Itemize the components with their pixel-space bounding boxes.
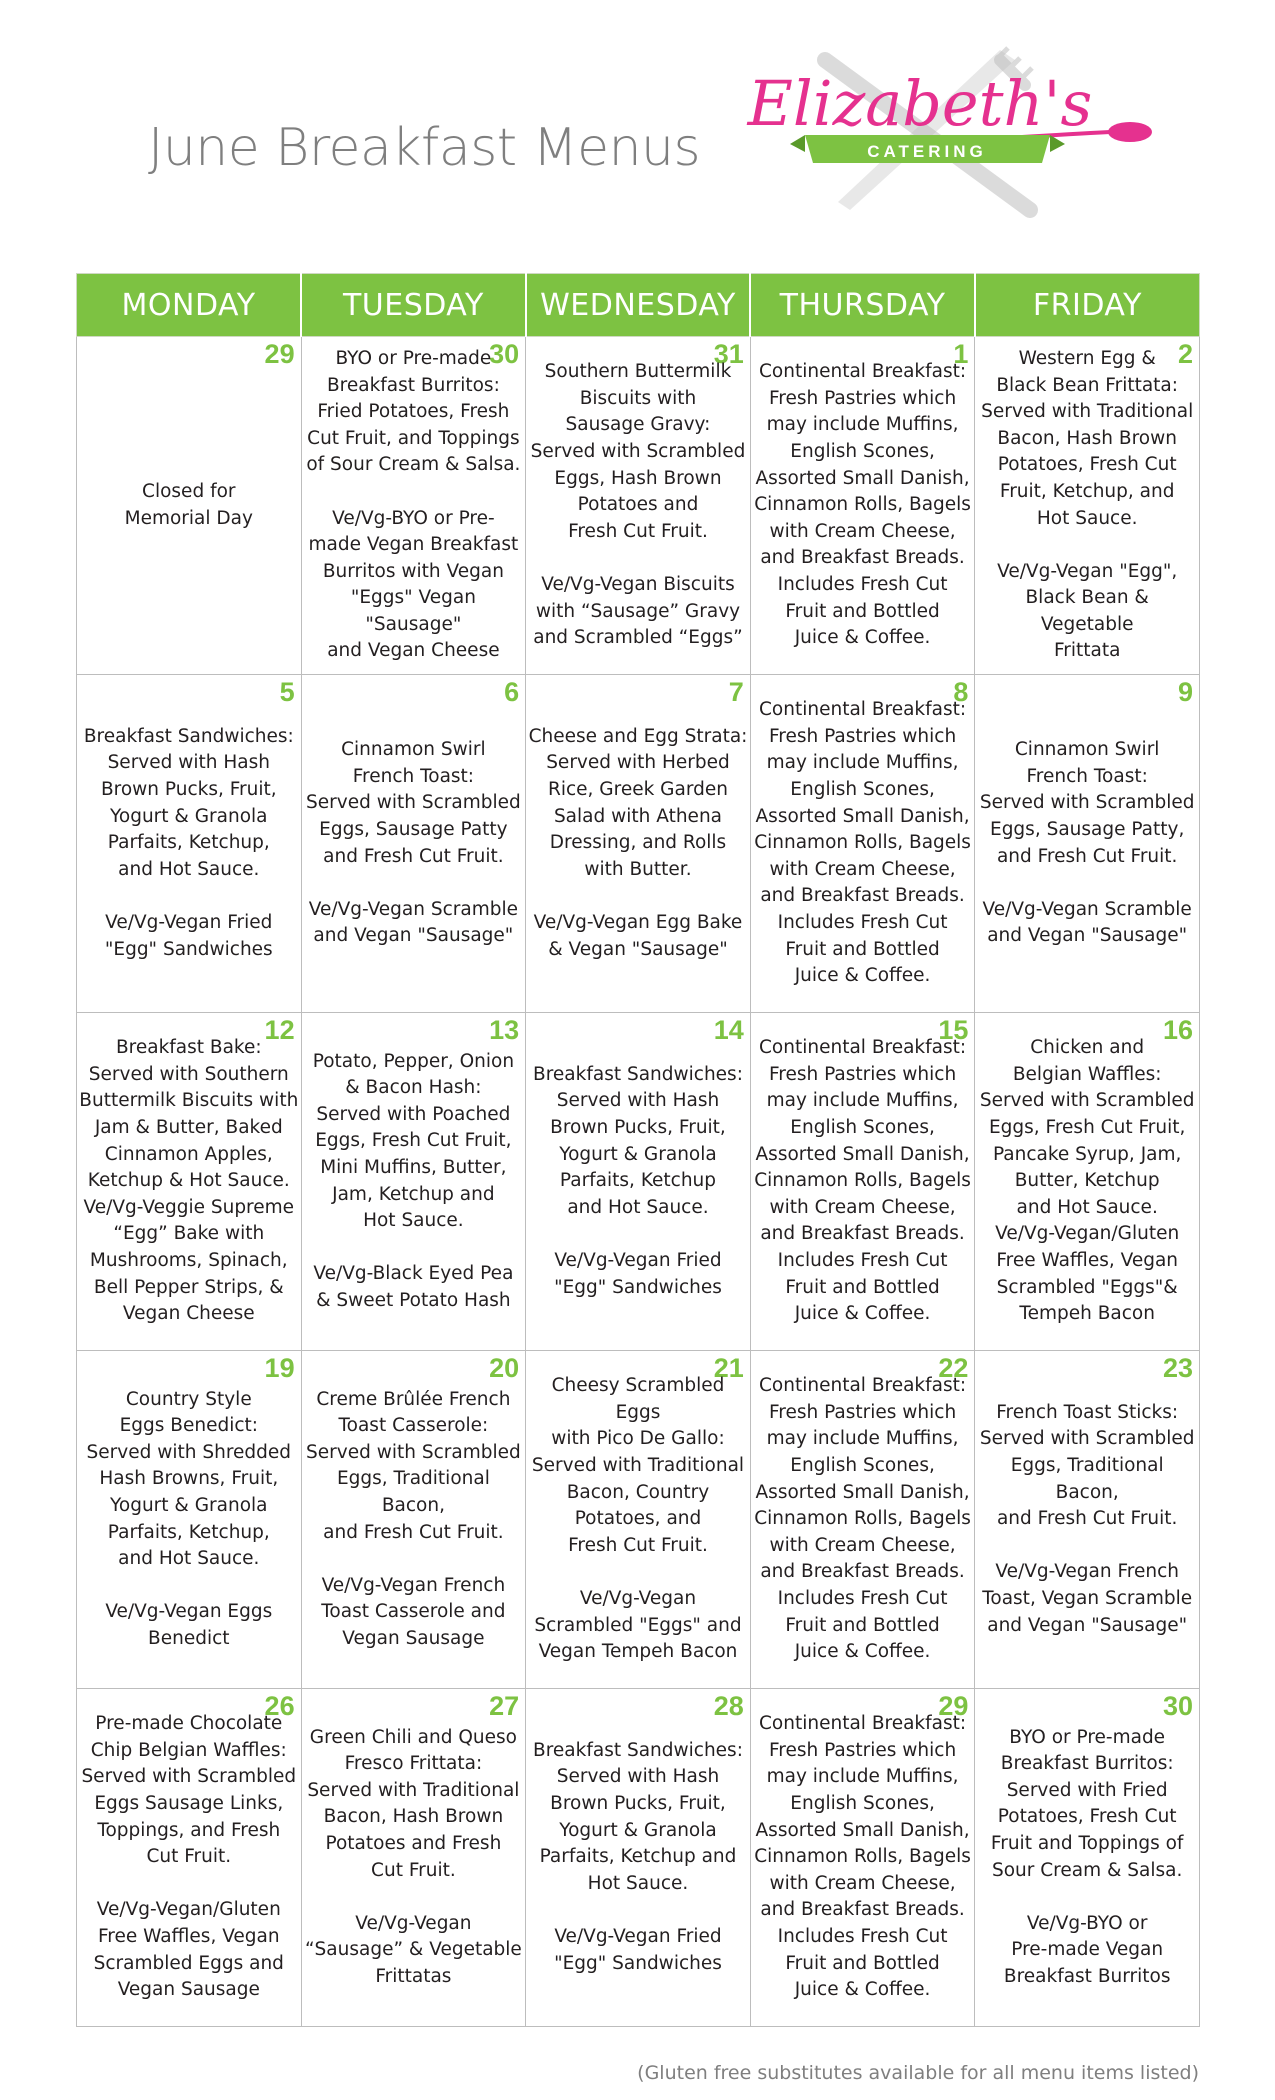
calendar-day-cell [77,1689,302,2027]
calendar-day-cell [526,1013,751,1351]
day-number: 23 [1162,1353,1193,1383]
calendar-day-cell [526,1689,751,2027]
menu-description: Green Chili and Queso Fresco Frittata: Served with Traditional Bacon, Hash Brown Potatoes and Fresh Cut Fruit. Ve/Vg-Vegan “Sausage” & Vegetable Frittatas [304,1726,522,1987]
weekday-header: FRIDAY [975,274,1200,337]
calendar-day-cell [301,1013,526,1351]
day-number: 29 [264,339,295,369]
day-number: 30 [1162,1691,1193,1721]
menu-description: BYO or Pre-made Breakfast Burritos: Fried Potatoes, Fresh Cut Fruit, and Toppings of Sour Cream & Salsa. Ve/Vg-BYO or Pre- made Vegan Breakfast Burritos with Vegan "Eggs" Vegan "Sausage" and Vegan Cheese [306,347,521,662]
calendar-week-row [77,337,1200,675]
calendar-day-cell [975,1351,1200,1689]
day-number: 1 [953,339,969,369]
calendar-week-row [77,675,1200,1013]
page-title: June Breakfast Menus [148,118,701,178]
calendar-day-cell [975,1689,1200,2027]
weekday-header: TUESDAY [301,274,526,337]
calendar-day-cell [301,1351,526,1689]
calendar-day-cell [77,337,302,675]
menu-description: French Toast Sticks: Served with Scrambled Eggs, Traditional Bacon, and Fresh Cut Fruit. Ve/Vg-Vegan French Toast, Vegan Scramble and Vegan "Sausage" [979,1401,1195,1636]
logo-script-text: Elizabeth's [747,67,1093,140]
menu-description: Breakfast Sandwiches: Served with Hash Brown Pucks, Fruit, Yogurt & Granola Parfaits, Ketchup and Hot Sauce. Ve/Vg-Vegan Fried "Egg" Sandwiches [533,1063,743,1298]
calendar-day-cell [750,675,975,1013]
menu-description: Breakfast Sandwiches: Served with Hash Brown Pucks, Fruit, Yogurt & Granola Parfaits, Ketchup, and Hot Sauce. Ve/Vg-Vegan Fried "Egg" Sandwiches [83,725,294,960]
menu-description: Breakfast Bake: Served with Southern Buttermilk Biscuits with Jam & Butter, Baked Cinnamon Apples, Ketchup & Hot Sauce. Ve/Vg-Veggie Supreme “Egg” Bake with Mushrooms, Spinach, Bell Pepper Strips, & Vegan Cheese [79,1037,299,1325]
calendar-day-cell [301,1689,526,2027]
day-number: 13 [489,1015,520,1045]
weekday-header: WEDNESDAY [526,274,751,337]
day-number: 31 [713,339,744,369]
calendar-day-cell [975,675,1200,1013]
menu-description: Pre-made Chocolate Chip Belgian Waffles: Served with Scrambled Eggs Sausage Links, Toppings, and Fresh Cut Fruit. Ve/Vg-Vegan/Gluten Free Waffles, Vegan Scrambled Eggs and Vegan Sausage [81,1713,297,2001]
weekday-header: THURSDAY [750,274,975,337]
day-number: 22 [938,1353,969,1383]
menu-description: Closed for Memorial Day [124,480,253,529]
menu-description: Cheese and Egg Strata: Served with Herbed Rice, Greek Garden Salad with Athena Dressing, and Rolls with Butter. Ve/Vg-Vegan Egg Bake & Vegan "Sausage" [528,725,748,960]
day-number: 30 [489,339,520,369]
calendar-day-cell [750,1351,975,1689]
menu-description: Continental Breakfast: Fresh Pastries which may include Muffins, English Scones, Assorted Small Danish, Cinnamon Rolls, Bagels with Cream Cheese, and Breakfast Breads. Includes Fresh Cut Fruit and Bottled Juice & Coffee. [754,699,971,987]
day-number: 19 [264,1353,295,1383]
menu-description: Western Egg & Black Bean Frittata: Served with Traditional Bacon, Hash Brown Potatoes, Fresh Cut Fruit, Ketchup, and Hot Sauce. Ve/Vg-Vegan "Egg", Black Bean & Vegetable Frittata [981,347,1194,662]
calendar-day-cell [77,675,302,1013]
menu-description: Creme Brûlée French Toast Casserole: Served with Scrambled Eggs, Traditional Bacon, and Fresh Cut Fruit. Ve/Vg-Vegan French Toast Casserole and Vegan Sausage [306,1388,521,1649]
menu-calendar [76,273,1200,2027]
calendar-week-row [77,1013,1200,1351]
calendar-day-cell [526,1351,751,1689]
day-number: 21 [713,1353,744,1383]
calendar-day-cell [526,675,751,1013]
day-number: 16 [1162,1015,1193,1045]
day-number: 12 [264,1015,295,1045]
day-number: 20 [489,1353,520,1383]
calendar-day-cell [750,1689,975,2027]
calendar-day-cell [975,337,1200,675]
calendar-day-cell [526,337,751,675]
day-number: 14 [713,1015,744,1045]
day-number: 27 [489,1691,520,1721]
calendar-week-row [77,1351,1200,1689]
calendar-day-cell [301,675,526,1013]
day-number: 8 [953,677,969,707]
menu-description: Country Style Eggs Benedict: Served with Shredded Hash Browns, Fruit, Yogurt & Granola Parfaits, Ketchup, and Hot Sauce. Ve/Vg-Vegan Eggs Benedict [86,1388,292,1649]
weekday-header: MONDAY [77,274,302,337]
day-number: 9 [1177,677,1193,707]
day-number: 28 [713,1691,744,1721]
calendar-day-cell [301,337,526,675]
day-number: 29 [938,1691,969,1721]
menu-description: BYO or Pre-made Breakfast Burritos: Served with Fried Potatoes, Fresh Cut Fruit and Toppings of Sour Cream & Salsa. Ve/Vg-BYO or Pre-made Vegan Breakfast Burritos [990,1726,1184,1987]
day-number: 7 [728,677,744,707]
calendar-week-row [77,1689,1200,2027]
calendar-day-cell [975,1013,1200,1351]
weekday-header-row [77,274,1200,337]
calendar-day-cell [750,1013,975,1351]
day-number: 15 [938,1015,969,1045]
day-number: 26 [264,1691,295,1721]
day-number: 5 [279,677,295,707]
calendar-day-cell [77,1013,302,1351]
caterer-logo [730,40,1160,220]
logo-subtext: CATERING [867,142,987,161]
menu-description: Southern Buttermilk Biscuits with Sausage Gravy: Served with Scrambled Eggs, Hash Brown Potatoes and Fresh Cut Fruit. Ve/Vg-Vegan Biscuits with “Sausage” Gravy and Scrambled “Eggs” [530,361,746,649]
menu-description: Cinnamon Swirl French Toast: Served with Scrambled Eggs, Sausage Patty, and Fresh Cut Fruit. Ve/Vg-Vegan Scramble and Vegan "Sausage" [979,739,1195,947]
menu-description: Potato, Pepper, Onion & Bacon Hash: Served with Poached Eggs, Fresh Cut Fruit, Mini Muffins, Butter, Jam, Ketchup and Hot Sauce. Ve/Vg-Black Eyed Pea & Sweet Potato Hash [312,1050,515,1311]
menu-description: Continental Breakfast: Fresh Pastries which may include Muffins, English Scones, Assorted Small Danish, Cinnamon Rolls, Bagels with Cream Cheese, and Breakfast Breads. Includes Fresh Cut Fruit and Bottled Juice & Coffee. [754,1713,971,2001]
menu-description: Continental Breakfast: Fresh Pastries which may include Muffins, English Scones, Assorted Small Danish, Cinnamon Rolls, Bagels with Cream Cheese, and Breakfast Breads. Includes Fresh Cut Fruit and Bottled Juice & Coffee. [754,1375,971,1663]
menu-description: Continental Breakfast: Fresh Pastries which may include Muffins, English Scones, Assorted Small Danish, Cinnamon Rolls, Bagels with Cream Cheese, and Breakfast Breads. Includes Fresh Cut Fruit and Bottled Juice & Coffee. [754,1037,971,1325]
day-number: 6 [504,677,520,707]
calendar-day-cell [77,1351,302,1689]
menu-description: Cheesy Scrambled Eggs with Pico De Gallo: Served with Traditional Bacon, Country Potatoes, and Fresh Cut Fruit. Ve/Vg-Vegan Scrambled "Eggs" and Vegan Tempeh Bacon [531,1375,745,1663]
day-number: 2 [1177,339,1193,369]
menu-description: Breakfast Sandwiches: Served with Hash Brown Pucks, Fruit, Yogurt & Granola Parfaits, Ketchup and Hot Sauce. Ve/Vg-Vegan Fried "Egg" Sandwiches [533,1739,743,1974]
calendar-day-cell [750,337,975,675]
menu-description: Continental Breakfast: Fresh Pastries which may include Muffins, English Scones, Assorted Small Danish, Cinnamon Rolls, Bagels with Cream Cheese, and Breakfast Breads. Includes Fresh Cut Fruit and Bottled Juice & Coffee. [754,361,971,649]
gluten-free-note: (Gluten free substitutes available for all menu items listed) [637,2062,1199,2084]
menu-description: Cinnamon Swirl French Toast: Served with Scrambled Eggs, Sausage Patty and Fresh Cut Fruit. Ve/Vg-Vegan Scramble and Vegan "Sausage" [306,739,521,947]
menu-description: Chicken and Belgian Waffles: Served with Scrambled Eggs, Fresh Cut Fruit, Pancake Syrup, Jam, Butter, Ketchup and Hot Sauce. Ve/Vg-Vegan/Gluten Free Waffles, Vegan Scrambled "Eggs"& Tempeh Bacon [979,1037,1195,1325]
